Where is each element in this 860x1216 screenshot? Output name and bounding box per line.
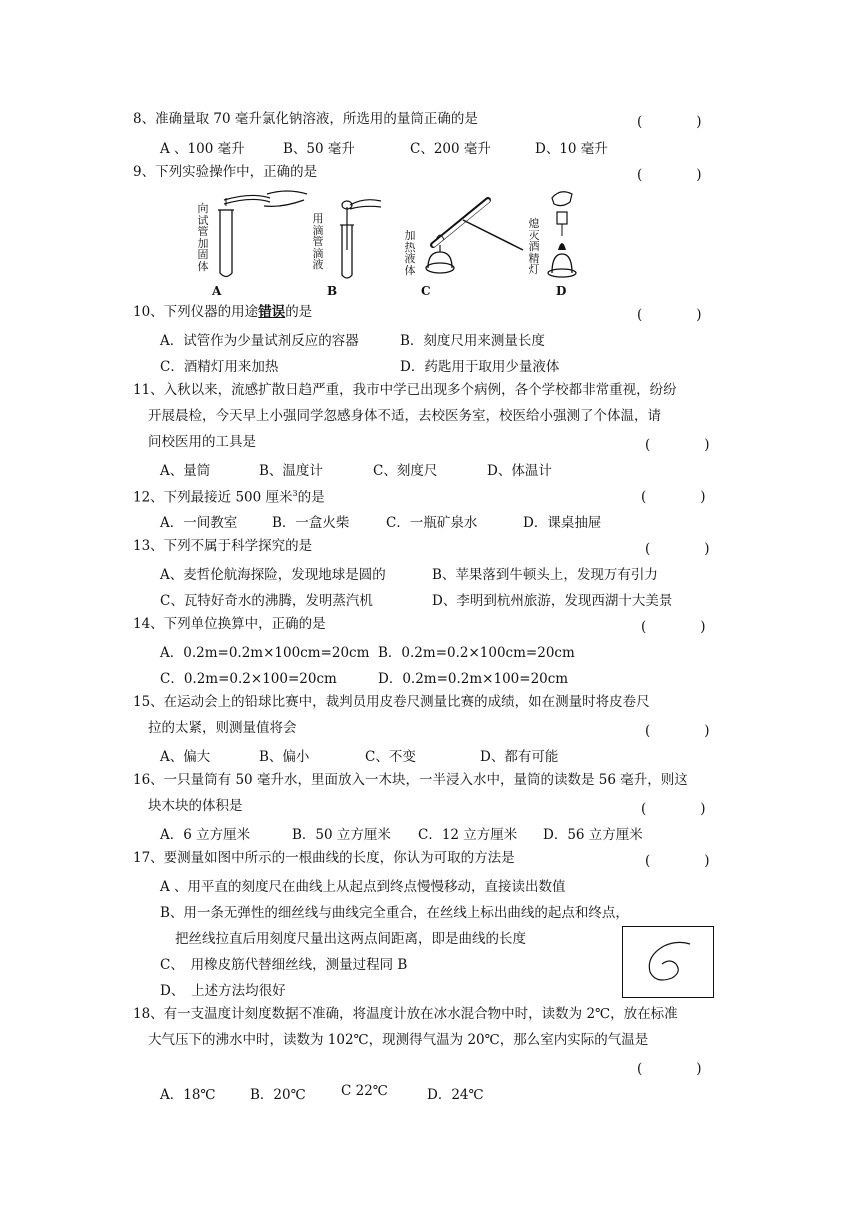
q14-answer-paren: ( ) <box>641 619 706 635</box>
q10-option-c: C．酒精灯用来加热 <box>160 359 279 375</box>
q12-option-c: C．一瓶矿泉水 <box>386 515 478 531</box>
q11-option-b: B、温度计 <box>259 463 323 479</box>
q12-answer-paren: ( ) <box>641 489 706 505</box>
q12-stem-pre: 12、下列最接近 500 厘米 <box>133 489 293 506</box>
q16-line-2: 块木块的体积是 <box>148 798 243 814</box>
q12-superscript: 3 <box>292 489 298 498</box>
curve-figure <box>622 926 714 998</box>
q18-option-c: C 22℃ <box>341 1083 388 1099</box>
q17-option-b-line-1: B、用一条无弹性的细丝线与曲线完全重合，在丝线上标出曲线的起点和终点， <box>160 905 629 921</box>
q17-stem: 17、要测量如图中所示的一根曲线的长度，你认为可取的方法是 <box>133 850 515 866</box>
q14-option-c: C．0.2m=0.2×100=20cm <box>160 671 337 687</box>
fig-d-caption: D <box>556 284 567 298</box>
q14-option-b: B．0.2m=0.2×100cm=20cm <box>378 645 575 661</box>
fig-b-drawing <box>326 195 386 285</box>
q18-option-a: A．18℃ <box>160 1087 216 1103</box>
q12-option-a: A．一间教室 <box>160 515 238 531</box>
fig-b-caption: B <box>327 284 338 298</box>
q13-option-d: D、李明到杭州旅游，发现西湖十大美景 <box>432 593 673 609</box>
q10-answer-paren: ( ) <box>637 307 702 323</box>
q15-option-c: C、不变 <box>365 749 416 765</box>
q11-option-a: A、量筒 <box>160 463 211 479</box>
fig-d-drawing <box>540 188 600 283</box>
q12-stem-post: 的是 <box>297 489 325 506</box>
q11-line-2: 开展晨检，今天早上小强同学忽感身体不适，去校医务室，校医给小强测了个体温，请 <box>148 408 661 424</box>
q13-stem: 13、下列不属于科学探究的是 <box>133 538 313 554</box>
q15-line-1: 15、在运动会上的铅球比赛中，裁判员用皮卷尺测量比赛的成绩，如在测量时将皮卷尺 <box>133 694 650 710</box>
q11-line-3: 问校医用的工具是 <box>148 434 256 450</box>
q17-option-b-line-2: 把丝线拉直后用刻度尺量出这两点间距离，即是曲线的长度 <box>175 931 526 947</box>
q18-line-2: 大气压下的沸水中时，读数为 102℃，现测得气温为 20℃，那么室内实际的气温是 <box>148 1032 649 1048</box>
q18-answer-paren: ( ) <box>637 1061 702 1077</box>
q15-option-d: D、都有可能 <box>480 749 559 765</box>
q13-option-b: B、苹果落到牛顿头上，发现万有引力 <box>432 567 658 583</box>
q18-line-1: 18、有一支温度计刻度数据不准确，将温度计放在冰水混合物中时，读数为 2℃，放在标准 <box>133 1006 678 1022</box>
q13-answer-paren: ( ) <box>645 541 710 557</box>
q16-option-a: A．6 立方厘米 <box>160 827 251 843</box>
q15-option-a: A、偏大 <box>160 749 211 765</box>
fig-d-label: 熄灭酒精灯 <box>528 217 540 276</box>
q14-option-a: A．0.2m=0.2m×100cm=20cm <box>160 645 370 661</box>
q14-option-d: D．0.2m=0.2m×100=20cm <box>378 671 569 687</box>
q17-answer-paren: ( ) <box>645 853 710 869</box>
q16-option-c: C．12 立方厘米 <box>418 827 518 843</box>
fig-a-caption: A <box>212 284 222 298</box>
q17-option-a: A 、用平直的刻度尺在曲线上从起点到终点慢慢移动，直接读出数值 <box>160 879 566 895</box>
q8-option-c: C、200 毫升 <box>410 141 491 157</box>
q18-option-b: B．20℃ <box>250 1087 306 1103</box>
q18-option-d: D．24℃ <box>427 1087 484 1103</box>
q14-stem: 14、下列单位换算中，正确的是 <box>133 616 326 632</box>
q10-option-a: A．试管作为少量试剂反应的容器 <box>160 333 359 349</box>
fig-b-label: 用滴管滴液 <box>312 212 324 271</box>
q10-stem-post: 的是 <box>285 304 313 320</box>
q13-option-c: C、瓦特好奇水的沸腾，发明蒸汽机 <box>160 593 373 609</box>
fig-c-caption: C <box>421 284 431 298</box>
q10-option-b: B．刻度尺用来测量长度 <box>400 333 545 349</box>
q8-answer-paren: ( ) <box>637 114 702 130</box>
q15-option-b: B、偏小 <box>259 749 310 765</box>
q8-option-b: B、50 毫升 <box>283 141 355 157</box>
q17-option-c: C、 用橡皮筋代替细丝线，测量过程同 B <box>160 957 408 973</box>
q13-option-a: A、麦哲伦航海探险，发现地球是圆的 <box>160 567 386 583</box>
q16-answer-paren: ( ) <box>641 801 706 817</box>
q10-option-d: D．药匙用于取用少量液体 <box>400 359 560 375</box>
q11-option-d: D、体温计 <box>487 463 552 479</box>
q16-option-d: D．56 立方厘米 <box>543 827 643 843</box>
q12-option-d: D．课桌抽屉 <box>523 515 602 531</box>
q15-line-2: 拉的太紧，则测量值将会 <box>148 720 297 736</box>
fig-a-label: 向试管加固体 <box>197 202 209 273</box>
q12-stem <box>133 485 325 507</box>
q12-option-b: B．一盒火柴 <box>272 515 350 531</box>
q15-answer-paren: ( ) <box>645 723 710 739</box>
curve-line <box>649 942 690 980</box>
fig-c-drawing <box>418 190 528 280</box>
q8-option-a: A 、100 毫升 <box>160 141 245 157</box>
q8-option-d: D、10 毫升 <box>535 141 608 157</box>
q10-stem <box>133 303 312 321</box>
q9-stem: 9、下列实验操作中，正确的是 <box>133 164 318 180</box>
q11-line-1: 11、入秋以来，流感扩散日趋严重，我市中学已出现多个病例，各个学校都非常重视，纷纷 <box>133 382 677 398</box>
q9-answer-paren: ( ) <box>637 167 702 183</box>
q10-stem-emphasis: 错误 <box>258 304 286 320</box>
q16-line-1: 16、一只量筒有 50 毫升水，里面放入一木块，一半浸入水中，量筒的读数是 56 毫升，则这 <box>133 772 688 788</box>
q17-option-d: D、 上述方法均很好 <box>160 983 286 999</box>
q10-stem-pre: 10、下列仪器的用途 <box>133 304 259 320</box>
q11-option-c: C、刻度尺 <box>373 463 438 479</box>
fig-c-label: 加热液体 <box>404 229 416 277</box>
fig-a-drawing <box>212 188 312 283</box>
q16-option-b: B．50 立方厘米 <box>292 827 391 843</box>
q11-answer-paren: ( ) <box>645 437 710 453</box>
q8-stem: 8、准确量取 70 毫升氯化钠溶液，所选用的量筒正确的是 <box>133 111 478 127</box>
